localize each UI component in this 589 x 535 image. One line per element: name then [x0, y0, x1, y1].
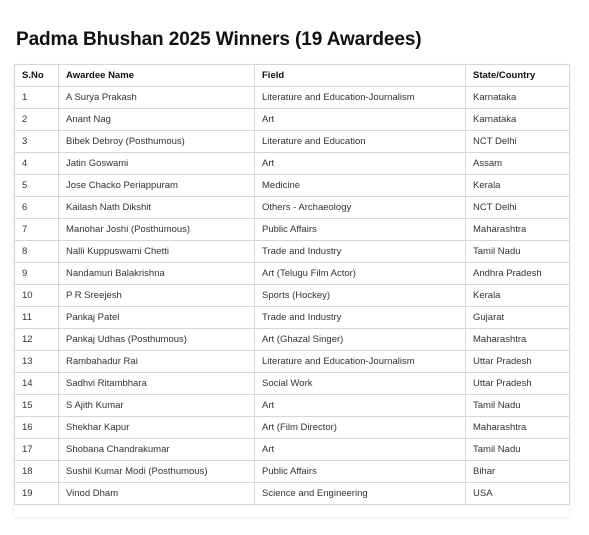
cell-field: Trade and Industry [255, 307, 466, 329]
cell-awardee-name: Pankaj Patel [59, 307, 255, 329]
table-row [15, 461, 570, 483]
cell-state-country: Maharashtra [466, 219, 570, 241]
cell-state-country: Bihar [466, 461, 570, 483]
cell-field: Art [255, 395, 466, 417]
cell-state-country: Kerala [466, 285, 570, 307]
cell-state-country: Maharashtra [466, 329, 570, 351]
table-row [15, 263, 570, 285]
cell-serial-number: 3 [15, 131, 59, 153]
cell-field: Public Affairs [255, 219, 466, 241]
cell-field: Art (Film Director) [255, 417, 466, 439]
cell-field: Sports (Hockey) [255, 285, 466, 307]
cell-state-country: Assam [466, 153, 570, 175]
table-row [15, 153, 570, 175]
cell-field: Literature and Education [255, 131, 466, 153]
cell-field: Trade and Industry [255, 241, 466, 263]
page-title: Padma Bhushan 2025 Winners (19 Awardees) [16, 29, 422, 50]
cell-serial-number: 18 [15, 461, 59, 483]
cell-state-country: Maharashtra [466, 417, 570, 439]
cell-state-country: NCT Delhi [466, 197, 570, 219]
cell-field: Art (Telugu Film Actor) [255, 263, 466, 285]
table-row [15, 373, 570, 395]
cell-serial-number: 14 [15, 373, 59, 395]
cell-serial-number: 11 [15, 307, 59, 329]
cell-awardee-name: Jose Chacko Periappuram [59, 175, 255, 197]
cell-awardee-name: Nandamuri Balakrishna [59, 263, 255, 285]
table-row [15, 307, 570, 329]
cell-state-country: Karnataka [466, 87, 570, 109]
awardees-table-container [14, 64, 569, 517]
cell-awardee-name: S Ajith Kumar [59, 395, 255, 417]
header-field: Field [255, 65, 466, 87]
cell-state-country: Uttar Pradesh [466, 351, 570, 373]
cell-awardee-name: Jatin Goswami [59, 153, 255, 175]
cell-serial-number: 17 [15, 439, 59, 461]
cell-field: Literature and Education-Journalism [255, 87, 466, 109]
cell-serial-number: 15 [15, 395, 59, 417]
cell-awardee-name: Sushil Kumar Modi (Posthumous) [59, 461, 255, 483]
table-row [15, 175, 570, 197]
cell-field: Public Affairs [255, 461, 466, 483]
cell-state-country: Tamil Nadu [466, 439, 570, 461]
table-row [15, 87, 570, 109]
cell-serial-number: 16 [15, 417, 59, 439]
cell-field: Art [255, 153, 466, 175]
cell-awardee-name: Shekhar Kapur [59, 417, 255, 439]
cell-awardee-name: Kailash Nath Dikshit [59, 197, 255, 219]
cell-field: Medicine [255, 175, 466, 197]
table-row [15, 109, 570, 131]
table-row [15, 351, 570, 373]
cell-state-country: NCT Delhi [466, 131, 570, 153]
cell-field: Social Work [255, 373, 466, 395]
cell-state-country: Karnataka [466, 109, 570, 131]
cell-awardee-name: Manohar Joshi (Posthumous) [59, 219, 255, 241]
cell-field: Others - Archaeology [255, 197, 466, 219]
cell-serial-number: 4 [15, 153, 59, 175]
cell-serial-number: 6 [15, 197, 59, 219]
cell-state-country: Kerala [466, 175, 570, 197]
cell-serial-number: 2 [15, 109, 59, 131]
cell-field: Science and Engineering [255, 483, 466, 505]
cell-state-country: Tamil Nadu [466, 395, 570, 417]
table-header-row [15, 65, 570, 87]
cell-field: Art (Ghazal Singer) [255, 329, 466, 351]
cell-serial-number: 19 [15, 483, 59, 505]
table-row [15, 329, 570, 351]
awardees-table [14, 64, 570, 505]
cell-serial-number: 10 [15, 285, 59, 307]
cell-awardee-name: Rambahadur Rai [59, 351, 255, 373]
cell-state-country: USA [466, 483, 570, 505]
table-row [15, 395, 570, 417]
cell-serial-number: 8 [15, 241, 59, 263]
table-body [15, 87, 570, 505]
table-row [15, 417, 570, 439]
table-row [15, 439, 570, 461]
cell-field: Art [255, 109, 466, 131]
table-row [15, 197, 570, 219]
cell-field: Literature and Education-Journalism [255, 351, 466, 373]
table-row [15, 241, 570, 263]
cell-serial-number: 1 [15, 87, 59, 109]
cell-awardee-name: Bibek Debroy (Posthumous) [59, 131, 255, 153]
cell-serial-number: 13 [15, 351, 59, 373]
table-row [15, 285, 570, 307]
cell-awardee-name: A Surya Prakash [59, 87, 255, 109]
header-state-country: State/Country [466, 65, 570, 87]
cell-awardee-name: Vinod Dham [59, 483, 255, 505]
table-row [15, 131, 570, 153]
cell-serial-number: 7 [15, 219, 59, 241]
cell-awardee-name: Shobana Chandrakumar [59, 439, 255, 461]
cell-awardee-name: P R Sreejesh [59, 285, 255, 307]
cell-state-country: Uttar Pradesh [466, 373, 570, 395]
cell-state-country: Andhra Pradesh [466, 263, 570, 285]
cell-serial-number: 5 [15, 175, 59, 197]
cell-awardee-name: Sadhvi Ritambhara [59, 373, 255, 395]
cell-state-country: Tamil Nadu [466, 241, 570, 263]
cell-awardee-name: Pankaj Udhas (Posthumous) [59, 329, 255, 351]
cell-serial-number: 12 [15, 329, 59, 351]
table-row [15, 483, 570, 505]
cell-state-country: Gujarat [466, 307, 570, 329]
cell-awardee-name: Anant Nag [59, 109, 255, 131]
cell-field: Art [255, 439, 466, 461]
header-serial-number: S.No [15, 65, 59, 87]
header-awardee-name: Awardee Name [59, 65, 255, 87]
cell-serial-number: 9 [15, 263, 59, 285]
cell-awardee-name: Nalli Kuppuswami Chetti [59, 241, 255, 263]
table-row [15, 219, 570, 241]
